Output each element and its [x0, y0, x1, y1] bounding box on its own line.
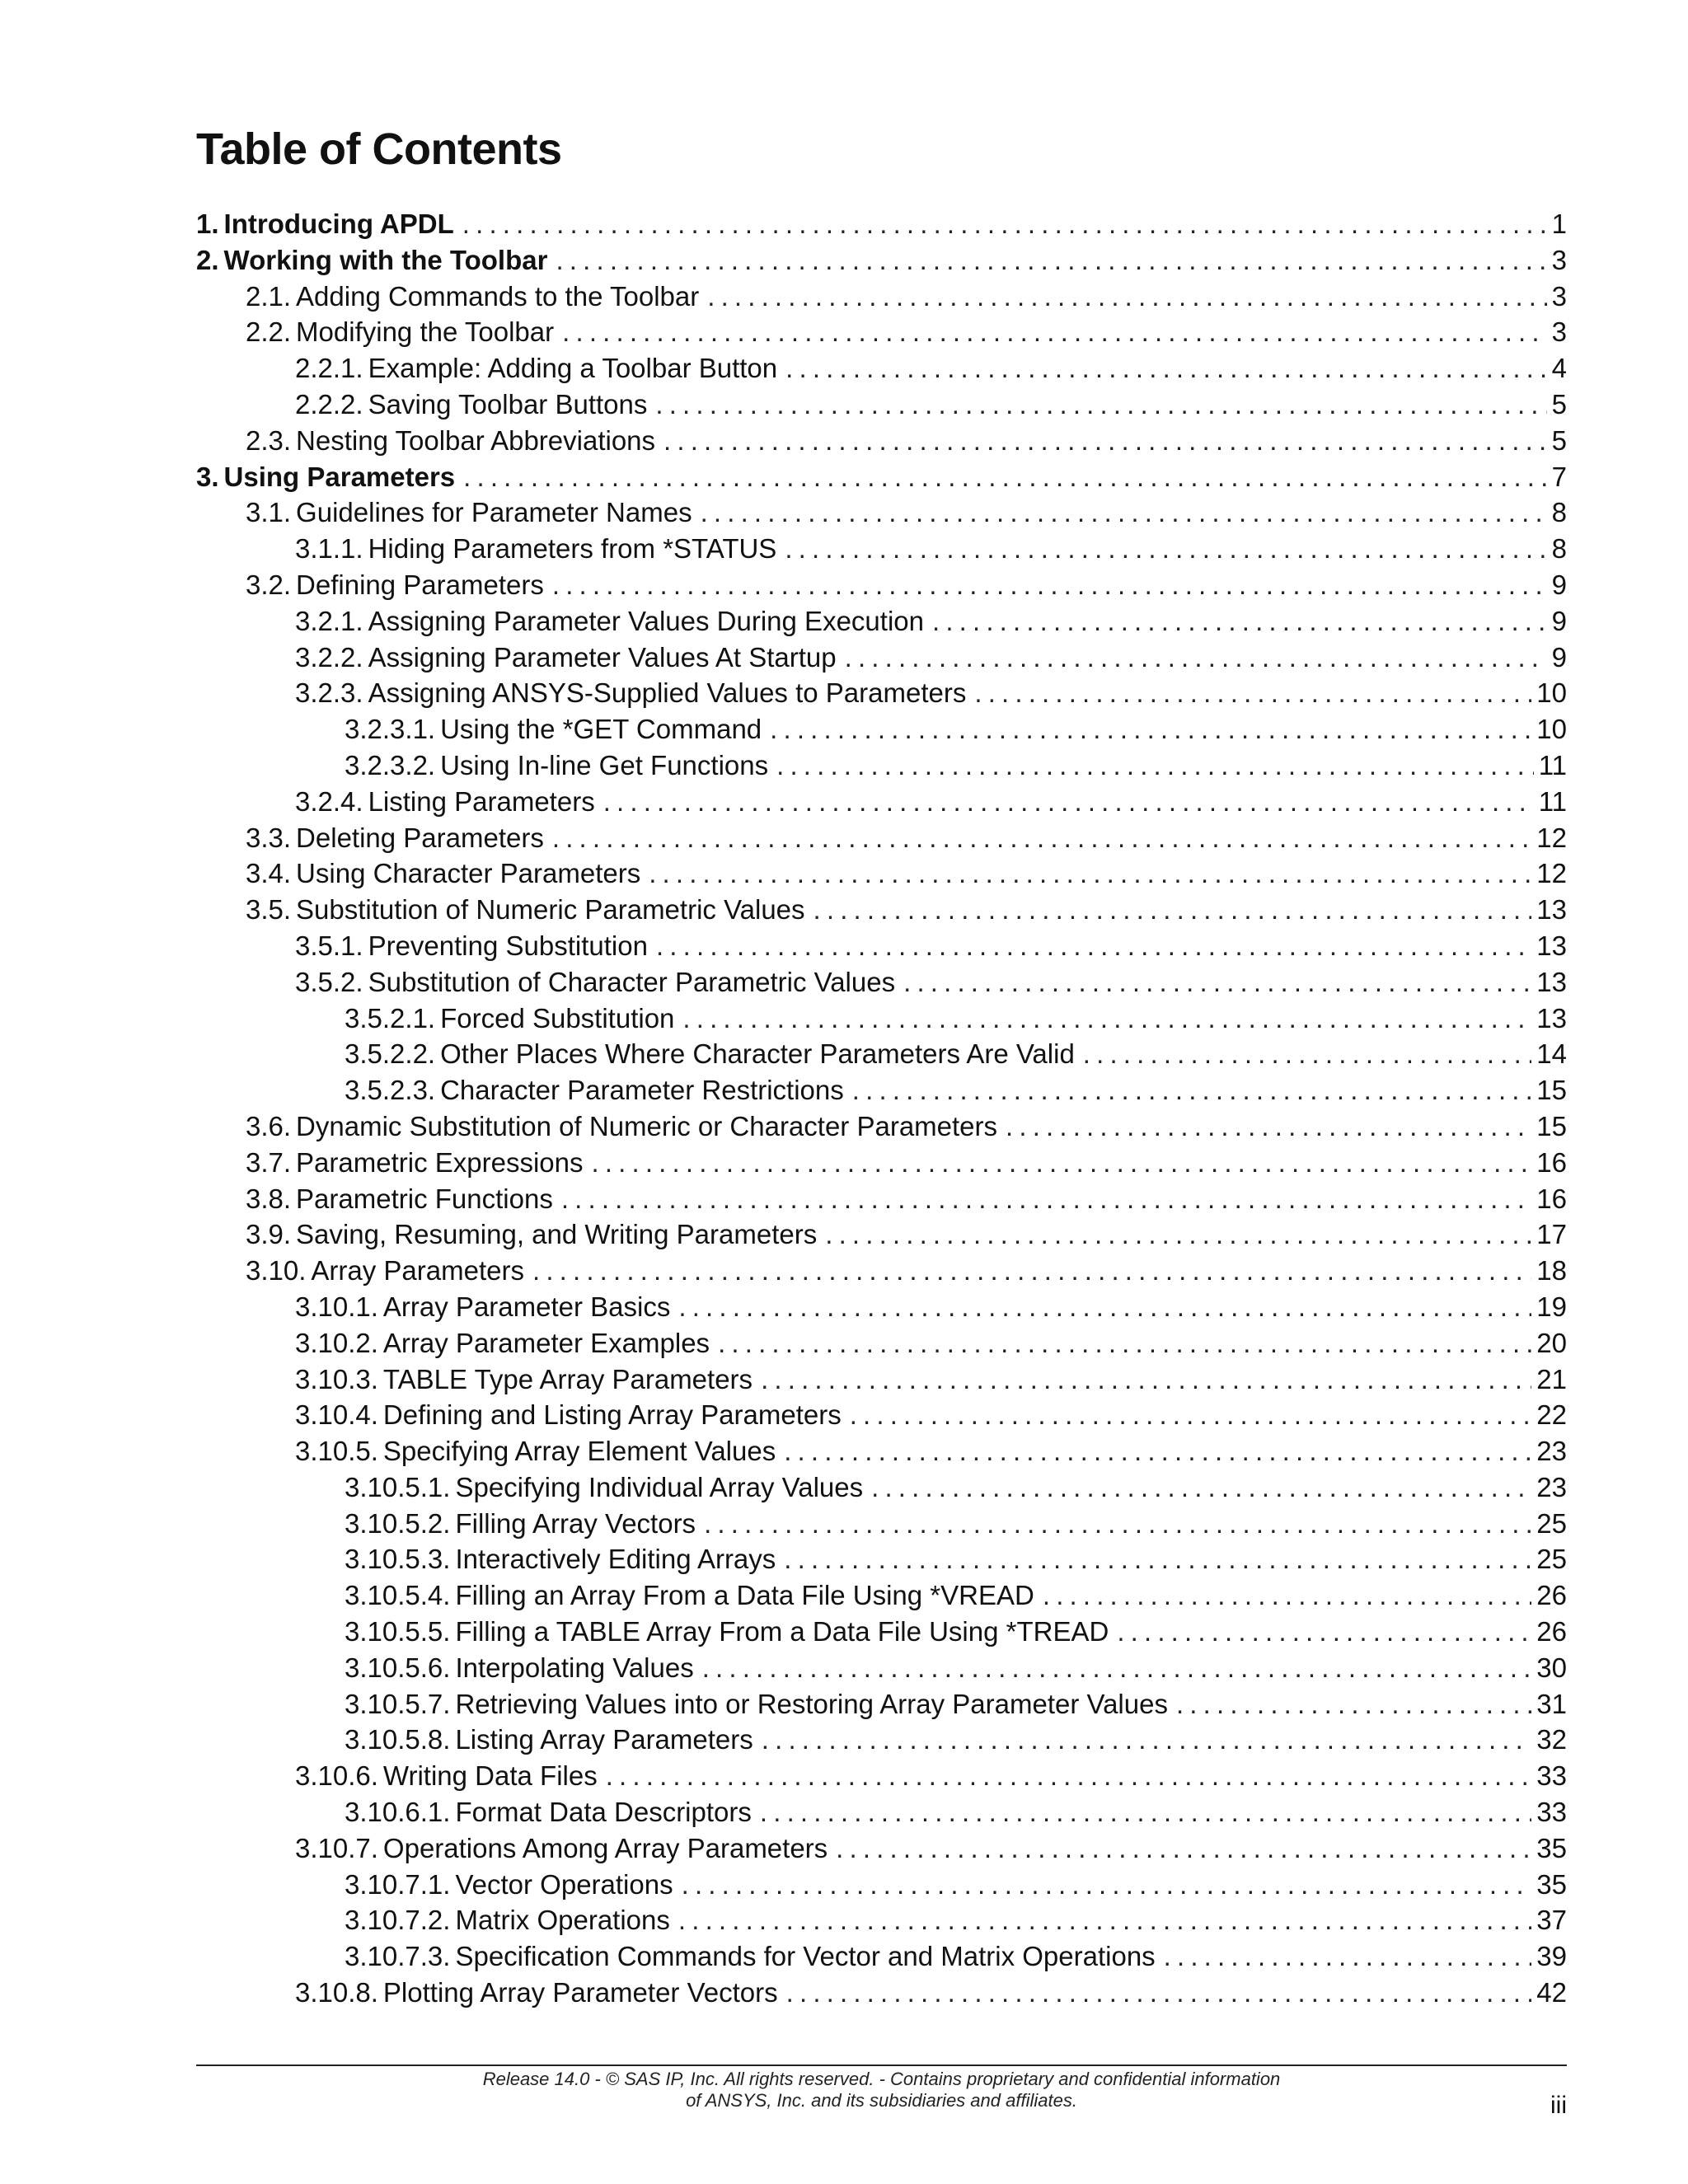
toc-entry[interactable] [196, 494, 1567, 531]
toc-entry[interactable] [196, 820, 1567, 856]
dot-leader [814, 892, 1532, 928]
toc-entry-label[interactable]: Retrieving Values into or Restoring Array Parameter Values [455, 1688, 1168, 1719]
toc-entry-label[interactable]: Interactively Editing Arrays [455, 1544, 776, 1575]
toc-entry[interactable] [196, 531, 1567, 567]
toc-entry-page[interactable]: 12 [1536, 858, 1567, 889]
toc-entry-label[interactable]: Saving, Resuming, and Writing Parameters [296, 1219, 818, 1250]
toc-entry-label[interactable]: Array Parameter Examples [382, 1327, 710, 1358]
toc-entry-number: 3.10.5.7. [345, 1688, 451, 1719]
toc-entry-page[interactable]: 7 [1551, 461, 1567, 492]
dot-leader [655, 387, 1546, 423]
toc-entry-number: 3.10.5.2. [345, 1507, 451, 1539]
toc-entry[interactable] [196, 1506, 1567, 1542]
dot-leader [784, 1433, 1531, 1469]
toc-entry-label[interactable]: Character Parameter Restrictions [440, 1075, 844, 1106]
toc-entry-label[interactable]: Parametric Expressions [296, 1146, 584, 1178]
toc-entry-page[interactable]: 26 [1536, 1580, 1567, 1611]
toc-entry[interactable] [196, 1001, 1567, 1037]
toc-entry-label[interactable]: Assigning Parameter Values During Execution [368, 605, 924, 636]
toc-entry-label[interactable]: Format Data Descriptors [455, 1797, 752, 1828]
dot-leader [1164, 1938, 1532, 1975]
dot-leader [556, 242, 1546, 279]
toc-entry-label[interactable]: Specifying Individual Array Values [455, 1471, 864, 1502]
toc-entry-label[interactable]: Deleting Parameters [296, 822, 544, 853]
toc-entry-label[interactable]: Saving Toolbar Buttons [368, 388, 648, 419]
toc-entry-label[interactable]: Substitution of Character Parametric Values [368, 966, 896, 997]
toc-list [196, 206, 1567, 2011]
footer-notice [196, 2069, 1567, 2111]
toc-entry-label[interactable]: Defining Parameters [296, 569, 544, 600]
toc-entry-page[interactable]: 23 [1536, 1436, 1567, 1467]
toc-entry-label[interactable]: Adding Commands to the Toolbar [296, 280, 700, 312]
dot-leader [1117, 1614, 1531, 1650]
toc-entry-page[interactable]: 13 [1536, 1002, 1567, 1033]
dot-leader [707, 279, 1546, 315]
toc-entry-number: 3.10.5.5. [345, 1616, 451, 1647]
toc-entry-number: 3.5.1. [295, 930, 363, 961]
toc-entry-page[interactable]: 8 [1551, 533, 1567, 565]
toc-entry-number: 3.2.3.1. [345, 714, 436, 745]
toc-entry-label[interactable]: TABLE Type Array Parameters [382, 1363, 753, 1394]
toc-entry[interactable] [196, 1794, 1567, 1830]
toc-entry-page[interactable]: 10 [1536, 677, 1567, 709]
toc-entry-number: 2.2.1. [295, 353, 363, 384]
toc-entry-label[interactable]: Listing Parameters [368, 785, 595, 817]
toc-entry-label[interactable]: Plotting Array Parameter Vectors [382, 1977, 778, 2008]
toc-entry[interactable] [196, 1072, 1567, 1108]
toc-entry-page[interactable]: 15 [1536, 1110, 1567, 1141]
toc-entry-page[interactable]: 33 [1536, 1760, 1567, 1792]
toc-entry-page[interactable]: 4 [1551, 353, 1567, 384]
toc-entry-label[interactable]: Dynamic Substitution of Numeric or Character Parameters [296, 1110, 998, 1141]
toc-entry[interactable] [196, 1433, 1567, 1469]
toc-entry-label[interactable]: Filling an Array From a Data File Using *VREAD [455, 1580, 1034, 1611]
toc-entry-label[interactable]: Assigning Parameter Values At Startup [368, 641, 837, 673]
toc-entry-number: 3.10.2. [295, 1327, 378, 1358]
dot-leader [760, 1794, 1531, 1830]
toc-entry-page[interactable]: 16 [1536, 1183, 1567, 1214]
toc-entry-number: 3.5.2.2. [345, 1038, 436, 1070]
dot-leader [656, 928, 1531, 964]
toc-entry-number: 3.4. [246, 858, 292, 889]
dot-leader [1006, 1108, 1531, 1145]
toc-entry[interactable] [196, 711, 1567, 748]
toc-entry-number: 3.10.7.1. [345, 1868, 451, 1900]
toc-entry[interactable] [196, 1469, 1567, 1506]
dot-leader [932, 603, 1547, 640]
toc-entry-number: 3.1.1. [295, 533, 363, 565]
toc-entry-page[interactable]: 1 [1551, 209, 1567, 239]
toc-entry[interactable] [196, 640, 1567, 676]
dot-leader [850, 1397, 1532, 1433]
toc-entry-number: 2. [196, 244, 219, 275]
dot-leader [702, 1650, 1532, 1686]
toc-entry-page[interactable]: 42 [1536, 1977, 1567, 2008]
toc-entry-label[interactable]: Vector Operations [455, 1868, 673, 1900]
toc-entry-number: 2.2.2. [295, 388, 363, 419]
toc-entry-page[interactable]: 9 [1551, 641, 1567, 673]
dot-leader [871, 1469, 1531, 1506]
toc-entry[interactable] [196, 567, 1567, 603]
toc-entry[interactable] [196, 1361, 1567, 1398]
toc-entry-number: 3.10.7.2. [345, 1905, 451, 1936]
dot-leader [1083, 1036, 1531, 1072]
toc-entry[interactable] [196, 1397, 1567, 1433]
toc-entry-page[interactable]: 13 [1536, 966, 1567, 997]
dot-leader [678, 1289, 1531, 1325]
dot-leader [552, 567, 1547, 603]
toc-entry-number: 3.10.6.1. [345, 1797, 451, 1828]
toc-entry-page[interactable]: 18 [1536, 1255, 1567, 1286]
toc-entry-number: 3.5.2.1. [345, 1002, 436, 1033]
toc-entry-page[interactable]: 32 [1536, 1724, 1567, 1755]
toc-entry-page[interactable]: 11 [1538, 749, 1567, 780]
dot-leader [718, 1325, 1531, 1361]
dot-leader [562, 314, 1547, 350]
toc-entry-number: 3.10.3. [295, 1363, 378, 1394]
toc-entry-label[interactable]: Nesting Toolbar Abbreviations [296, 424, 656, 456]
dot-leader [552, 820, 1531, 856]
toc-entry-label[interactable]: Specification Commands for Vector and Matrix Operations [455, 1941, 1156, 1972]
toc-entry-label[interactable]: Substitution of Numeric Parametric Values [296, 894, 805, 926]
toc-entry-number: 3.10.5. [295, 1436, 378, 1467]
toc-entry[interactable] [196, 892, 1567, 928]
toc-entry-label[interactable]: Operations Among Array Parameters [382, 1832, 828, 1863]
dot-leader [678, 1902, 1531, 1938]
dot-leader [606, 1758, 1532, 1794]
dot-leader [462, 206, 1547, 242]
toc-entry-label[interactable]: Using the *GET Command [440, 714, 762, 745]
toc-entry[interactable] [196, 1650, 1567, 1686]
toc-entry-label[interactable]: Preventing Substitution [368, 930, 648, 961]
dot-leader [903, 964, 1531, 1001]
toc-entry[interactable] [196, 1325, 1567, 1361]
toc-entry-number: 3.7. [246, 1146, 292, 1178]
toc-entry-number: 3.2.3.2. [345, 749, 436, 780]
toc-entry-number: 3.10.5.1. [345, 1471, 451, 1502]
toc-entry[interactable] [196, 1614, 1567, 1650]
toc-entry[interactable] [196, 1253, 1567, 1289]
dot-leader [592, 1145, 1532, 1181]
toc-entry-number: 3.10.8. [295, 1977, 378, 2008]
toc-entry-page[interactable]: 5 [1551, 388, 1567, 419]
toc-entry-page[interactable]: 16 [1536, 1146, 1567, 1178]
toc-entry[interactable] [196, 1577, 1567, 1614]
page-title: Table of Contents [196, 124, 562, 174]
dot-leader [561, 1181, 1531, 1217]
toc-entry-number: 3.6. [246, 1110, 292, 1141]
toc-entry-label[interactable]: Filling a TABLE Array From a Data File Using *TREAD [455, 1616, 1109, 1647]
dot-leader [785, 531, 1546, 567]
toc-entry-number: 3.2.4. [295, 785, 363, 817]
toc-entry-label[interactable]: Array Parameter Basics [382, 1291, 671, 1322]
toc-entry[interactable] [196, 242, 1567, 279]
toc-entry-label[interactable]: Interpolating Values [455, 1652, 694, 1683]
toc-entry[interactable] [196, 1867, 1567, 1903]
dot-leader [701, 494, 1547, 531]
toc-entry[interactable] [196, 1541, 1567, 1577]
toc-entry[interactable] [196, 964, 1567, 1001]
toc-entry-number: 3.9. [246, 1219, 292, 1250]
toc-entry-label[interactable]: Other Places Where Character Parameters Are Valid [440, 1038, 1075, 1070]
toc-entry-label[interactable]: Guidelines for Parameter Names [296, 497, 692, 528]
toc-entry[interactable] [196, 314, 1567, 350]
toc-entry[interactable] [196, 1036, 1567, 1072]
toc-entry-label[interactable]: Assigning ANSYS-Supplied Values to Parameters [368, 677, 967, 709]
toc-entry[interactable] [196, 1830, 1567, 1867]
toc-entry[interactable] [196, 1975, 1567, 2011]
toc-entry-page[interactable]: 39 [1536, 1941, 1567, 1972]
toc-entry[interactable] [196, 1686, 1567, 1722]
toc-entry[interactable] [196, 603, 1567, 640]
toc-entry-page[interactable]: 3 [1551, 316, 1567, 348]
dot-leader [852, 1072, 1532, 1108]
toc-entry-page[interactable]: 15 [1536, 1075, 1567, 1106]
dot-leader [463, 459, 1546, 495]
toc-entry-label[interactable]: Filling Array Vectors [455, 1507, 696, 1539]
dot-leader [845, 640, 1547, 676]
toc-entry-number: 3.10.7. [295, 1832, 378, 1863]
toc-entry-label[interactable]: Writing Data Files [382, 1760, 598, 1792]
toc-entry-number: 2.3. [246, 424, 292, 456]
dot-leader [603, 784, 1534, 820]
toc-entry-number: 1. [196, 209, 219, 239]
toc-entry-page[interactable]: 17 [1536, 1219, 1567, 1250]
dot-leader [1043, 1577, 1531, 1614]
dot-leader [761, 1361, 1531, 1398]
toc-entry-page[interactable]: 3 [1551, 244, 1567, 275]
dot-leader [786, 1975, 1532, 2011]
toc-entry-page[interactable]: 35 [1536, 1832, 1567, 1863]
toc-entry-label[interactable]: Introducing APDL [223, 209, 454, 239]
toc-entry-label[interactable]: Array Parameters [311, 1255, 524, 1286]
dot-leader [1176, 1686, 1531, 1722]
toc-entry[interactable] [196, 928, 1567, 964]
toc-entry[interactable] [196, 1145, 1567, 1181]
toc-entry-number: 3.10.4. [295, 1399, 378, 1431]
toc-entry-page[interactable]: 9 [1551, 605, 1567, 636]
dot-leader [770, 711, 1531, 748]
toc-entry-number: 3.3. [246, 822, 292, 853]
dot-leader [532, 1253, 1531, 1289]
toc-entry-number: 3.5. [246, 894, 292, 926]
toc-entry-page[interactable]: 9 [1551, 569, 1567, 600]
dot-leader [682, 1867, 1532, 1903]
toc-entry-page[interactable]: 35 [1536, 1868, 1567, 1900]
toc-entry[interactable] [196, 350, 1567, 387]
toc-entry-label[interactable]: Forced Substitution [440, 1002, 675, 1033]
dot-leader [663, 423, 1547, 459]
toc-entry-number: 3.10. [246, 1255, 307, 1286]
toc-entry-number: 3.2.1. [295, 605, 363, 636]
toc-entry[interactable] [196, 784, 1567, 820]
dot-leader [682, 1001, 1531, 1037]
toc-entry[interactable] [196, 1289, 1567, 1325]
toc-entry-label[interactable]: Using Character Parameters [296, 858, 641, 889]
toc-entry[interactable] [196, 1108, 1567, 1145]
toc-entry-page[interactable]: 26 [1536, 1616, 1567, 1647]
toc-entry-page[interactable]: 5 [1551, 424, 1567, 456]
toc-entry-label[interactable]: Parametric Functions [296, 1183, 553, 1214]
toc-entry-label[interactable]: Working with the Toolbar [223, 244, 548, 275]
toc-entry[interactable] [196, 1902, 1567, 1938]
toc-entry-number: 3.10.5.6. [345, 1652, 451, 1683]
toc-entry-number: 3.2.2. [295, 641, 363, 673]
toc-entry-page[interactable]: 8 [1551, 497, 1567, 528]
dot-leader [836, 1830, 1531, 1867]
toc-entry-number: 3.2.3. [295, 677, 363, 709]
toc-entry-page[interactable]: 13 [1536, 894, 1567, 926]
toc-entry-label[interactable]: Modifying the Toolbar [296, 316, 555, 348]
toc-entry-number: 3.1. [246, 497, 292, 528]
toc-entry-number: 3.2. [246, 569, 292, 600]
toc-entry-page[interactable]: 20 [1536, 1327, 1567, 1358]
footer-page-number: iii [1550, 2092, 1567, 2119]
toc-entry-number: 3.5.2. [295, 966, 363, 997]
dot-leader [785, 350, 1546, 387]
dot-leader [649, 855, 1531, 892]
dot-leader [974, 675, 1531, 711]
toc-entry-page[interactable]: 33 [1536, 1797, 1567, 1828]
toc-entry[interactable] [196, 423, 1567, 459]
toc-entry[interactable] [196, 387, 1567, 423]
toc-entry-number: 3. [196, 461, 219, 492]
dot-leader [762, 1722, 1532, 1758]
toc-entry-label[interactable]: Hiding Parameters from *STATUS [368, 533, 777, 565]
toc-entry-number: 3.10.5.4. [345, 1580, 451, 1611]
toc-entry-number: 3.10.1. [295, 1291, 378, 1322]
toc-entry-page[interactable]: 21 [1536, 1363, 1567, 1394]
toc-entry-page[interactable]: 10 [1536, 714, 1567, 745]
toc-entry-page[interactable]: 31 [1536, 1688, 1567, 1719]
toc-entry-page[interactable]: 19 [1536, 1291, 1567, 1322]
toc-entry-number: 2.2. [246, 316, 292, 348]
toc-entry[interactable] [196, 459, 1567, 495]
toc-entry-label[interactable]: Specifying Array Element Values [382, 1436, 776, 1467]
dot-leader [825, 1216, 1531, 1253]
toc-entry-page[interactable]: 14 [1536, 1038, 1567, 1070]
toc-entry-page[interactable]: 30 [1536, 1652, 1567, 1683]
toc-entry-number: 3.5.2.3. [345, 1075, 436, 1106]
toc-entry[interactable] [196, 206, 1567, 242]
toc-entry[interactable] [196, 1216, 1567, 1253]
toc-entry-page[interactable]: 11 [1538, 785, 1567, 817]
toc-entry[interactable] [196, 748, 1567, 784]
toc-entry-number: 3.10.5.8. [345, 1724, 451, 1755]
toc-entry-number: 2.1. [246, 280, 292, 312]
footer-line-1: Release 14.0 - © SAS IP, Inc. All rights reserved. - Contains proprietary and confidential information [482, 2069, 1281, 2089]
toc-entry-page[interactable]: 25 [1536, 1507, 1567, 1539]
toc-entry[interactable] [196, 1722, 1567, 1758]
toc-entry-label[interactable]: Example: Adding a Toolbar Button [368, 353, 778, 384]
footer-divider [196, 2064, 1567, 2066]
toc-entry-page[interactable]: 13 [1536, 930, 1567, 961]
toc-entry[interactable] [196, 1758, 1567, 1794]
toc-entry-label[interactable]: Listing Array Parameters [455, 1724, 753, 1755]
toc-entry-page[interactable]: 25 [1536, 1544, 1567, 1575]
toc-entry-page[interactable]: 37 [1536, 1905, 1567, 1936]
toc-entry-number: 3.8. [246, 1183, 292, 1214]
toc-entry[interactable] [196, 1938, 1567, 1975]
toc-entry-label[interactable]: Using In-line Get Functions [440, 749, 769, 780]
toc-entry[interactable] [196, 279, 1567, 315]
toc-entry-label[interactable]: Using Parameters [223, 461, 456, 492]
toc-entry-page[interactable]: 22 [1536, 1399, 1567, 1431]
toc-entry-page[interactable]: 12 [1536, 822, 1567, 853]
toc-entry-number: 3.10.7.3. [345, 1941, 451, 1972]
dot-leader [776, 748, 1534, 784]
toc-entry-page[interactable]: 3 [1551, 280, 1567, 312]
toc-entry[interactable] [196, 675, 1567, 711]
toc-entry[interactable] [196, 1181, 1567, 1217]
toc-entry-number: 3.10.6. [295, 1760, 378, 1792]
toc-entry-label[interactable]: Defining and Listing Array Parameters [382, 1399, 842, 1431]
toc-entry-label[interactable]: Matrix Operations [455, 1905, 670, 1936]
toc-entry[interactable] [196, 855, 1567, 892]
footer-line-2: of ANSYS, Inc. and its subsidiaries and affiliates. [686, 2090, 1077, 2111]
toc-entry-number: 3.10.5.3. [345, 1544, 451, 1575]
toc-entry-page[interactable]: 23 [1536, 1471, 1567, 1502]
dot-leader [784, 1541, 1531, 1577]
dot-leader [704, 1506, 1531, 1542]
